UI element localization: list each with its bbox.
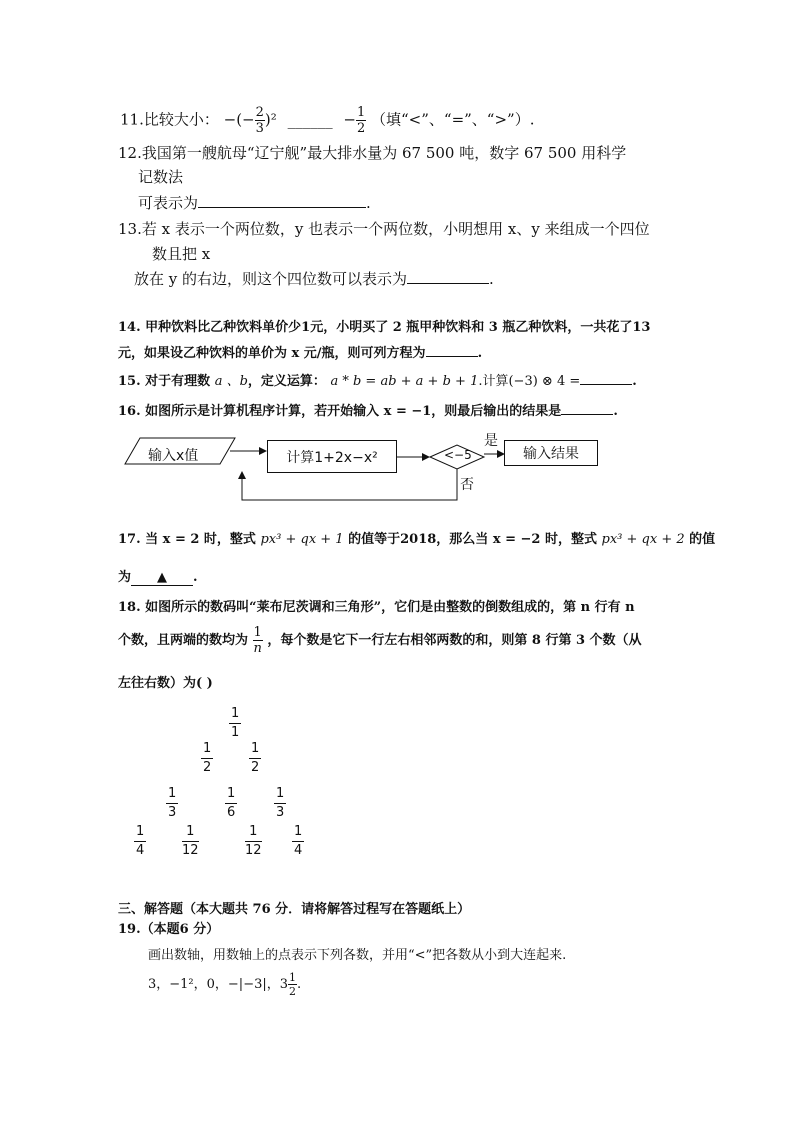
triangle-cell-r3-c3: [274, 787, 286, 819]
flowchart-compute-box: 计算1+2x−x²: [267, 440, 397, 473]
q15-calc: .计算(−3) ⊗ 4 =: [478, 374, 581, 389]
triangle-cell-r2-c1: [201, 742, 213, 774]
question-19-instruction: 画出数轴，用数轴上的点表示下列各数，并用“<”把各数从小到大连起来.: [148, 948, 567, 963]
cell-den: 2: [203, 759, 212, 775]
q15-definition: a * b = ab + a + b + 1: [330, 374, 479, 389]
cell-den: 6: [227, 804, 236, 820]
cell-num: 1: [225, 787, 237, 804]
q14-line2-text: 元，如果设乙种饮料的单价为 x 元/瓶，则可列方程为: [118, 346, 426, 361]
q19-mixed-fraction: [288, 972, 297, 997]
q17-triangle-mark: ▲: [157, 570, 168, 585]
q19-end: .: [297, 977, 302, 992]
cell-num: 1: [134, 825, 146, 842]
q17-text-c: 的值: [689, 532, 716, 547]
q18-text-a: 个数，且两端的数均为: [118, 633, 249, 648]
q12-answer-blank: [198, 195, 366, 208]
question-12-line3: 可表示为 .: [138, 194, 371, 212]
flowchart-output-box: 输入结果: [504, 440, 598, 466]
q15-prefix: 15. 对于有理数: [118, 374, 211, 389]
q11-right-fraction: [356, 106, 366, 135]
q17-text-a: 17. 当 x = 2 时，整式: [118, 532, 256, 547]
question-18-line2: [118, 626, 642, 655]
q18-frac-den: n: [253, 641, 262, 656]
question-17-line1: [118, 528, 715, 547]
question-18-line1: 18. 如图所示的数码叫“莱布尼茨调和三角形”，它们是由整数的倒数组成的，第 n 行有 n: [118, 600, 635, 615]
cell-den: 4: [136, 842, 145, 858]
q15-mid: ，定义运算：: [247, 374, 326, 389]
question-12-line1: 12.我国第一艘航母“辽宁舰”最大排水量为 67 500 吨，数字 67 500 用科学: [118, 144, 627, 162]
triangle-cell-r4-c4: [292, 825, 304, 857]
triangle-cell-r4-c1: [134, 825, 146, 857]
cell-den: 2: [251, 759, 260, 775]
triangle-cell-r4-c2: [182, 825, 199, 857]
triangle-cell-r3-c2: [225, 787, 237, 819]
question-18-line3: 左往右数）为( ): [118, 676, 213, 691]
q18-fraction: [253, 626, 263, 655]
cell-num: 1: [182, 825, 199, 842]
q18-text-b: ，每个数是它下一行左右相邻两数的和，则第 8 行第 3 个数（从: [267, 633, 642, 648]
arrow-loop-back: [242, 469, 457, 500]
q17-answer-blank: [131, 570, 193, 586]
triangle-cell-r2-c2: [249, 742, 261, 774]
q17-expr1: px³ + qx + 1: [260, 532, 344, 547]
q11-blank: ______: [287, 110, 333, 129]
q11-right-num: 1: [356, 105, 366, 120]
question-15: 15. 对于有理数 a 、b，定义运算： a * b = ab + a + b + 1.计算(−3) ⊗ 4 = .: [118, 374, 637, 389]
flowchart-yes-label: 是: [484, 433, 498, 449]
cell-den: 12: [182, 842, 199, 858]
q17-text-b: 的值等于2018，那么当 x = −2 时，整式: [348, 532, 597, 547]
question-14-line2: 元，如果设乙种饮料的单价为 x 元/瓶，则可列方程为 .: [118, 346, 483, 361]
q17-expr2: px³ + qx + 2: [601, 532, 685, 547]
q12-line3-text: 可表示为: [138, 194, 199, 212]
section-3-heading: 三、解答题（本大题共 76 分．请将解答过程写在答题纸上）: [118, 902, 471, 917]
question-13-line1: 13.若 x 表示一个两位数，y 也表示一个两位数，小明想用 x、y 来组成一个四位: [118, 220, 650, 238]
question-11: [120, 106, 535, 135]
q11-right-den: 2: [356, 121, 366, 136]
question-12-line2: 记数法: [138, 168, 184, 186]
q13-line3-text: 放在 y 的右边，则这个四位数可以表示为: [134, 270, 408, 288]
cell-num: 1: [166, 787, 178, 804]
question-17-line2: 为 ▲ .: [118, 570, 198, 585]
q11-right-prefix: −: [343, 110, 356, 129]
question-16: 16. 如图所示是计算机程序计算，若开始输入 x = −1，则最后输出的结果是 .: [118, 404, 618, 419]
q11-left-num: 2: [255, 105, 264, 120]
cell-num: 1: [245, 825, 262, 842]
q15-answer-blank: [580, 372, 632, 385]
question-19-numbers: [148, 972, 301, 997]
question-13-line2: 数且把 x: [152, 245, 211, 263]
question-19-title: 19.（本题6 分）: [118, 922, 220, 937]
q11-label: 11.比较大小：: [120, 110, 219, 129]
triangle-cell-r3-c1: [166, 787, 178, 819]
cell-den: 3: [276, 804, 285, 820]
flowchart-no-label: 否: [460, 477, 474, 493]
q15-vars: a 、b: [214, 374, 248, 389]
q19-numbers-text: 3，−1²，0，−|−3|，3: [148, 977, 289, 992]
cell-num: 1: [249, 742, 261, 759]
question-13-line3: 放在 y 的右边，则这个四位数可以表示为 .: [134, 270, 494, 288]
q11-left-fraction: [255, 106, 265, 135]
cell-den: 1: [231, 724, 240, 740]
flowchart-input-label: 输入x值: [148, 448, 199, 464]
cell-num: 1: [201, 742, 213, 759]
q14-answer-blank: [426, 344, 478, 357]
cell-den: 12: [245, 842, 262, 858]
q16-text: 16. 如图所示是计算机程序计算，若开始输入 x = −1，则最后输出的结果是: [118, 404, 562, 419]
q18-frac-num: 1: [253, 625, 262, 640]
triangle-cell-r4-c3: [245, 825, 262, 857]
cell-num: 1: [274, 787, 286, 804]
cell-num: 1: [292, 825, 304, 842]
q11-left-suffix: )²: [264, 110, 277, 129]
flowchart-condition-label: <−5: [444, 448, 472, 462]
cell-den: 3: [168, 804, 177, 820]
triangle-cell-r1-c1: [229, 707, 241, 739]
q11-tail: （填“<”、“=”、“>”）.: [371, 110, 535, 129]
q11-left-den: 3: [255, 121, 264, 136]
cell-num: 1: [229, 707, 241, 724]
q17-line2-prefix: 为: [118, 570, 132, 585]
cell-den: 4: [294, 842, 303, 858]
q16-answer-blank: [561, 402, 613, 415]
q11-left-prefix: −(−: [223, 110, 255, 129]
q19-frac-den: 2: [289, 985, 297, 998]
q13-answer-blank: [407, 271, 489, 284]
question-14-line1: 14. 甲种饮料比乙种饮料单价少1元，小明买了 2 瓶甲种饮料和 3 瓶乙种饮料，一共花了13: [118, 320, 651, 335]
q19-frac-num: 1: [289, 971, 297, 984]
